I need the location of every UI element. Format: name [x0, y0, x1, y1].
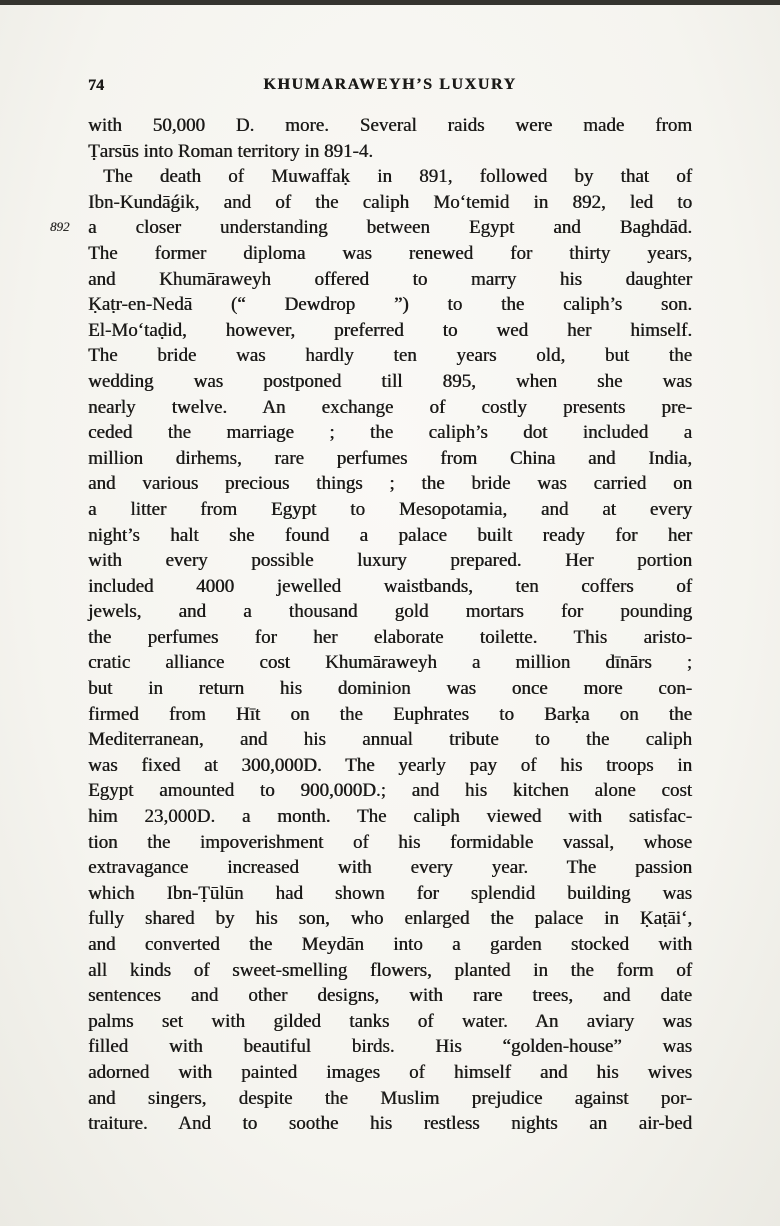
text-line: sentences and other designs, with rare trees, and date	[88, 985, 692, 1007]
text-line: cratic alliance cost Khumāraweyh a million dīnārs ;	[88, 652, 692, 674]
text-line: night’s halt she found a palace built ready for her	[88, 524, 692, 546]
text-line: him 23,000D. a month. The caliph viewed with satisfac-	[88, 806, 692, 828]
scan-top-edge	[0, 0, 780, 5]
text-line: Ḳaṭr-en-Nedā (“ Dewdrop ”) to the caliph’s son.	[88, 294, 692, 316]
text-line: filled with beautiful birds. His “golden-house” was	[88, 1036, 692, 1058]
text-line: Ibn-Kundāǵik, and of the caliph Moʻtemid in 892, led to	[88, 191, 692, 213]
text-line: and converted the Meydān into a garden stocked with	[88, 934, 692, 955]
text-line: tion the impoverishment of his formidable vassal, whose	[88, 831, 692, 853]
text-line: extravagance increased with every year. The passion	[88, 857, 692, 879]
text-line: fully shared by his son, who enlarged the palace in Ḳaṭāiʻ,	[88, 908, 692, 930]
text-line: and various precious things ; the bride was carried on	[88, 473, 692, 495]
margin-year-note: 892	[50, 219, 70, 234]
text-line: The death of Muwaffaḳ in 891, followed by that of	[103, 166, 692, 188]
text-line: and Khumāraweyh offered to marry his daughter	[88, 268, 692, 290]
text-line: El-Moʻtaḍid, however, preferred to wed her himself.	[88, 319, 692, 341]
text-line: a closer understanding between Egypt and Baghdād.	[88, 217, 692, 239]
text-line: all kinds of sweet-smelling flowers, planted in the form of	[88, 959, 692, 981]
text-line: but in return his dominion was once more con-	[88, 678, 692, 700]
text-line: the perfumes for her elaborate toilette. This aristo-	[88, 626, 692, 648]
text-line: The former diploma was renewed for thirty years,	[88, 242, 692, 264]
text-line: Mediterranean, and his annual tribute to the caliph	[88, 729, 692, 751]
text-line: Egypt amounted to 900,000D.; and his kitchen alone cost	[88, 780, 692, 802]
text-line: nearly twelve. An exchange of costly presents pre-	[88, 396, 692, 418]
running-head: KHUMARAWEYH’S LUXURY	[263, 76, 517, 93]
text-line: The bride was hardly ten years old, but the	[88, 345, 692, 367]
text-line: traiture. And to soothe his restless nights an air-bed	[88, 1113, 692, 1135]
text-line: million dirhems, rare perfumes from China and India,	[88, 447, 692, 469]
text-line: wedding was postponed till 895, when she was	[88, 370, 692, 392]
text-line: palms set with gilded tanks of water. An aviary was	[88, 1010, 692, 1032]
page-header	[0, 76, 780, 100]
body-text	[88, 113, 692, 1137]
page-number: 74	[88, 77, 104, 94]
text-line: a litter from Egypt to Mesopotamia, and at every	[88, 498, 692, 520]
text-line: and singers, despite the Muslim prejudice against por-	[88, 1087, 692, 1109]
text-line: jewels, and a thousand gold mortars for pounding	[88, 601, 692, 623]
text-line: ceded the marriage ; the caliph’s dot included a	[88, 422, 692, 444]
text-line: included 4000 jewelled waistbands, ten coffers of	[88, 575, 692, 597]
text-line: Ṭarsūs into Roman territory in 891-4.	[88, 140, 373, 162]
text-line: firmed from Hīt on the Euphrates to Barḳa on the	[88, 703, 692, 725]
text-line: which Ibn-Ṭūlūn had shown for splendid building was	[88, 882, 692, 904]
text-line: with 50,000 D. more. Several raids were made from	[88, 115, 692, 136]
text-line: with every possible luxury prepared. Her portion	[88, 550, 692, 572]
text-line: adorned with painted images of himself and his wives	[88, 1061, 692, 1083]
text-line: was fixed at 300,000D. The yearly pay of his troops in	[88, 754, 692, 776]
